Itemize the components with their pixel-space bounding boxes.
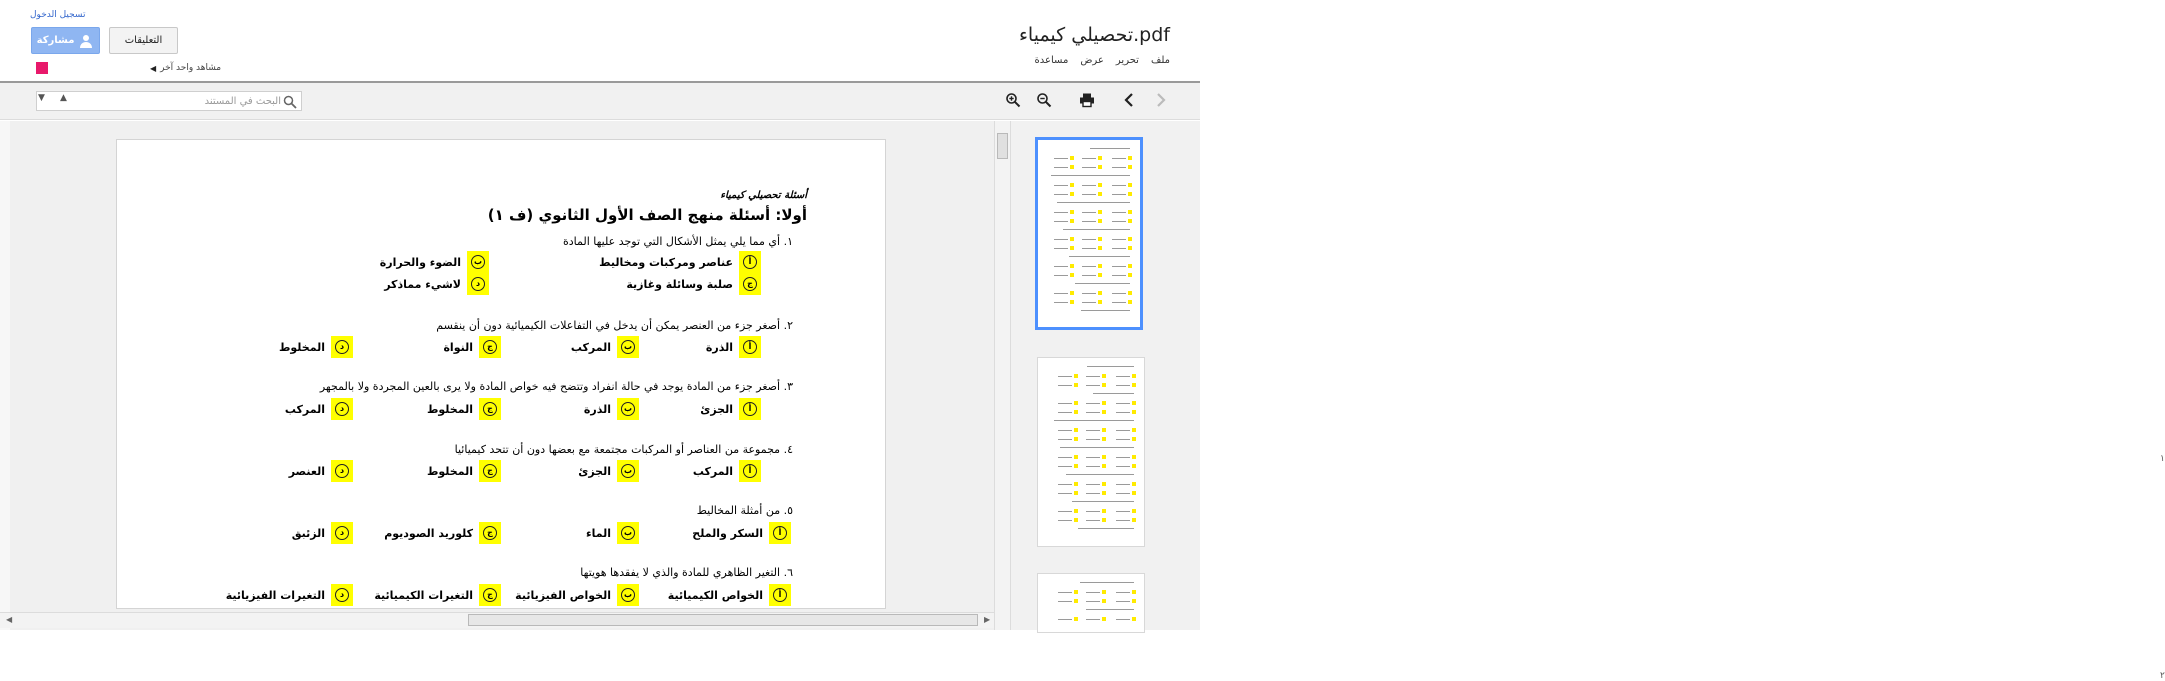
thumbnail-option-mark [1070, 291, 1074, 295]
thumbnail-text-line [1054, 420, 1134, 421]
option-letter-badge: أ [739, 460, 761, 482]
thumbnail-text-line [1116, 403, 1130, 404]
signin-link[interactable]: تسجيل الدخول [30, 10, 86, 20]
thumbnail-option-mark [1074, 482, 1078, 486]
option-letter-badge: د [331, 336, 353, 358]
thumbnail-text-line [1069, 256, 1130, 257]
thumbnail-text-line [1116, 376, 1130, 377]
thumbnail-option-mark [1102, 617, 1106, 621]
thumbnail-text-line [1054, 248, 1068, 249]
thumbnail-text-line [1082, 221, 1096, 222]
page-thumbnail-2-label: ٢ [2160, 671, 2165, 681]
option-letter-badge: ب [467, 251, 489, 273]
menu-bar [1035, 55, 1170, 66]
thumbnail-text-line [1112, 239, 1126, 240]
thumbnail-text-line [1086, 430, 1100, 431]
thumbnail-text-line [1116, 457, 1130, 458]
thumbnail-text-line [1082, 167, 1096, 168]
thumbnail-text-line [1086, 609, 1134, 610]
thumbnail-option-mark [1070, 300, 1074, 304]
thumbnail-text-line [1058, 520, 1072, 521]
thumbnail-option-mark [1098, 291, 1102, 295]
thumbnail-option-mark [1128, 246, 1132, 250]
thumbnail-option-mark [1098, 192, 1102, 196]
option-letter-badge: د [331, 398, 353, 420]
thumbnail-text-line [1116, 511, 1130, 512]
caret-left-icon: ◀ [150, 63, 157, 73]
thumbnail-option-mark [1098, 300, 1102, 304]
thumbnail-option-mark [1132, 617, 1136, 621]
thumbnail-option-mark [1132, 383, 1136, 387]
q2-option-d: د المخلوط [279, 336, 353, 358]
thumbnail-option-mark [1102, 374, 1106, 378]
thumbnail-text-line [1054, 239, 1068, 240]
thumbnail-text-line [1054, 275, 1068, 276]
option-letter-badge: ج [739, 273, 761, 295]
q5-option-a: أ السكر والملح [692, 522, 791, 544]
thumbnail-option-mark [1102, 590, 1106, 594]
q2-option-a: أ الذرة [706, 336, 761, 358]
thumbnail-text-line [1058, 457, 1072, 458]
search-input[interactable] [121, 93, 281, 109]
thumbnail-option-mark [1102, 401, 1106, 405]
thumbnail-text-line [1086, 601, 1100, 602]
thumbnail-option-mark [1128, 165, 1132, 169]
thumbnail-text-line [1086, 376, 1100, 377]
thumbnail-text-line [1090, 148, 1130, 149]
thumbnail-option-mark [1098, 273, 1102, 277]
thumbnail-option-mark [1074, 590, 1078, 594]
thumbnail-text-line [1082, 302, 1096, 303]
option-letter-badge: ج [479, 584, 501, 606]
app-header [0, 0, 1200, 82]
thumbnail-text-line [1058, 403, 1072, 404]
q3-option-d: د المركب [285, 398, 353, 420]
thumbnail-option-mark [1070, 156, 1074, 160]
thumbnail-text-line [1054, 194, 1068, 195]
thumbnail-option-mark [1070, 264, 1074, 268]
thumbnail-option-mark [1132, 491, 1136, 495]
thumbnail-text-line [1112, 275, 1126, 276]
thumbnail-text-line [1058, 385, 1072, 386]
page-thumbnail-2[interactable] [1037, 357, 1145, 547]
thumbnail-text-line [1087, 366, 1134, 367]
thumbnail-text-line [1112, 293, 1126, 294]
thumbnail-option-mark [1128, 264, 1132, 268]
thumbnail-text-line [1058, 601, 1072, 602]
thumbnail-option-mark [1074, 617, 1078, 621]
thumbnail-option-mark [1070, 219, 1074, 223]
thumbnail-option-mark [1074, 410, 1078, 414]
zoom-out-icon[interactable] [1034, 90, 1054, 110]
thumbnail-option-mark [1128, 291, 1132, 295]
thumbnail-text-line [1112, 185, 1126, 186]
thumbnail-option-mark [1070, 237, 1074, 241]
thumbnail-text-line [1058, 493, 1072, 494]
thumbnail-text-line [1116, 430, 1130, 431]
q6-option-a: أ الخواص الكيميائية [668, 584, 791, 606]
option-letter-badge: ب [617, 460, 639, 482]
q5-option-b: ب الماء [586, 522, 639, 544]
thumbnail-text-line [1116, 592, 1130, 593]
thumbnail-option-mark [1070, 165, 1074, 169]
thumbnail-text-line [1054, 158, 1068, 159]
thumbnail-text-line [1112, 248, 1126, 249]
q4-option-a: أ المركب [693, 460, 761, 482]
thumbnail-text-line [1054, 302, 1068, 303]
document-title: تحصيلي كيمياء.pdf [1018, 24, 1170, 46]
thumbnail-text-line [1082, 158, 1096, 159]
thumbnail-option-mark [1074, 428, 1078, 432]
thumbnail-text-line [1080, 582, 1134, 583]
thumbnail-option-mark [1102, 455, 1106, 459]
q1-option-c: ج صلبة وسائلة وغازية [626, 273, 761, 295]
thumbnail-text-line [1112, 221, 1126, 222]
thumbnail-option-mark [1132, 410, 1136, 414]
thumbnail-text-line [1112, 266, 1126, 267]
thumbnail-option-mark [1128, 300, 1132, 304]
thumbnail-text-line [1112, 212, 1126, 213]
thumbnail-text-line [1086, 385, 1100, 386]
thumbnail-option-mark [1098, 156, 1102, 160]
q1-option-b: ب الضوء والحرارة [380, 251, 489, 273]
option-letter-badge: ج [479, 398, 501, 420]
thumbnail-option-mark [1132, 428, 1136, 432]
thumbnail-option-mark [1074, 509, 1078, 513]
thumbnail-text-line [1086, 457, 1100, 458]
thumbnail-option-mark [1132, 374, 1136, 378]
thumbnail-text-line [1054, 293, 1068, 294]
thumbnail-text-line [1086, 484, 1100, 485]
vertical-scroll-thumb[interactable] [997, 133, 1008, 159]
thumbnail-option-mark [1070, 192, 1074, 196]
option-letter-badge: ب [617, 336, 639, 358]
thumbnail-text-line [1054, 185, 1068, 186]
q2-option-b: ب المركب [571, 336, 639, 358]
thumbnail-text-line [1058, 439, 1072, 440]
thumbnail-text-line [1058, 430, 1072, 431]
thumbnail-option-mark [1102, 428, 1106, 432]
page-thumbnail-3[interactable] [1037, 573, 1145, 633]
q1-option-a: أ عناصر ومركبات ومخاليط [599, 251, 761, 273]
viewer-color-swatch [36, 62, 48, 74]
menu-help[interactable]: مساعدة [1034, 55, 1069, 66]
option-letter-badge: ج [479, 522, 501, 544]
thumbnail-option-mark [1132, 509, 1136, 513]
page-thumbnail-1[interactable] [1035, 137, 1143, 330]
thumbnail-text-line [1054, 212, 1068, 213]
thumbnail-text-line [1058, 592, 1072, 593]
q3-option-b: ب الذرة [584, 398, 639, 420]
thumbnail-text-line [1057, 202, 1130, 203]
q3-option-a: أ الجزئ [700, 398, 761, 420]
thumbnail-option-mark [1074, 401, 1078, 405]
thumbnail-text-line [1082, 266, 1096, 267]
thumbnail-option-mark [1102, 464, 1106, 468]
thumbnail-option-mark [1098, 246, 1102, 250]
thumbnail-text-line [1054, 266, 1068, 267]
thumbnail-text-line [1086, 403, 1100, 404]
thumbnail-text-line [1086, 511, 1100, 512]
question-6: ٦. التغير الظاهري للمادة والذي لا يفقدها هويتها [580, 566, 793, 579]
thumbnail-option-mark [1098, 210, 1102, 214]
thumbnail-option-mark [1102, 482, 1106, 486]
thumbnail-text-line [1116, 493, 1130, 494]
search-next-icon[interactable]: ▼ [38, 93, 45, 103]
thumbnail-text-line [1058, 376, 1072, 377]
thumbnail-panel [1010, 121, 2165, 681]
share-button[interactable] [31, 27, 100, 54]
menu-file[interactable]: ملف [1150, 55, 1170, 66]
search-box [36, 91, 302, 111]
thumbnail-text-line [1112, 167, 1126, 168]
thumbnail-text-line [1116, 484, 1130, 485]
print-icon[interactable] [1077, 90, 1097, 110]
thumbnail-option-mark [1102, 599, 1106, 603]
question-1: ١. أي مما يلي يمثل الأشكال التي توجد عليها المادة [562, 235, 793, 248]
thumbnail-text-line [1051, 175, 1130, 176]
thumbnail-text-line [1082, 212, 1096, 213]
thumbnail-option-mark [1098, 264, 1102, 268]
search-icon[interactable] [283, 95, 297, 109]
option-letter-badge: ب [617, 584, 639, 606]
option-letter-badge: د [467, 273, 489, 295]
thumbnail-text-line [1058, 484, 1072, 485]
thumbnail-option-mark [1132, 464, 1136, 468]
thumbnail-option-mark [1102, 518, 1106, 522]
vertical-scrollbar[interactable] [994, 121, 1010, 630]
menu-view[interactable]: عرض [1080, 55, 1104, 66]
q1-option-d: د لاشيء مماذكر [384, 273, 489, 295]
thumbnail-option-mark [1074, 455, 1078, 459]
thumbnail-option-mark [1074, 518, 1078, 522]
thumbnail-text-line [1058, 619, 1072, 620]
option-letter-badge: أ [739, 251, 761, 273]
thumbnail-option-mark [1128, 183, 1132, 187]
share-button-label: مشاركة [36, 35, 75, 46]
option-letter-badge: أ [769, 584, 791, 606]
thumbnail-option-mark [1132, 437, 1136, 441]
thumbnail-option-mark [1128, 192, 1132, 196]
thumbnail-option-mark [1098, 183, 1102, 187]
option-letter-badge: أ [769, 522, 791, 544]
thumbnail-option-mark [1074, 383, 1078, 387]
option-letter-badge: ب [617, 522, 639, 544]
thumbnail-text-line [1116, 439, 1130, 440]
option-letter-badge: د [331, 584, 353, 606]
next-page-icon[interactable] [1151, 90, 1171, 110]
thumbnail-text-line [1086, 520, 1100, 521]
thumbnail-option-mark [1132, 455, 1136, 459]
thumbnail-text-line [1086, 619, 1100, 620]
question-2: ٢. أصغر جزء من العنصر يمكن أن يدخل في التفاعلات الكيميائية دون أن ينقسم [436, 319, 793, 332]
thumbnail-text-line [1116, 601, 1130, 602]
option-letter-badge: ج [479, 460, 501, 482]
option-letter-badge: د [331, 522, 353, 544]
doc-subtitle: أسئلة تحصيلي كيمياء [720, 190, 807, 201]
thumbnail-option-mark [1070, 246, 1074, 250]
thumbnail-option-mark [1102, 383, 1106, 387]
thumbnail-text-line [1075, 283, 1130, 284]
thumbnail-text-line [1093, 393, 1134, 394]
option-letter-badge: أ [739, 398, 761, 420]
thumbnail-option-mark [1128, 273, 1132, 277]
thumbnail-text-line [1116, 412, 1130, 413]
thumbnail-option-mark [1128, 237, 1132, 241]
thumbnail-option-mark [1102, 410, 1106, 414]
thumbnail-text-line [1086, 439, 1100, 440]
question-5: ٥. من أمثلة المخاليط [696, 504, 793, 517]
thumbnail-text-line [1058, 412, 1072, 413]
question-3: ٣. أصغر جزء من المادة يوجد في حالة انفراد وتتضح فيه خواص المادة ولا يرى بالعين المجردة ولا بالمجهر [319, 380, 793, 393]
option-letter-badge: د [331, 460, 353, 482]
thumbnail-text-line [1054, 167, 1068, 168]
thumbnail-option-mark [1102, 437, 1106, 441]
q5-option-c: ج كلوريد الصوديوم [384, 522, 501, 544]
thumbnail-text-line [1082, 185, 1096, 186]
thumbnail-text-line [1086, 412, 1100, 413]
thumbnail-text-line [1063, 229, 1130, 230]
option-letter-badge: ب [617, 398, 639, 420]
option-letter-badge: أ [739, 336, 761, 358]
thumbnail-text-line [1116, 385, 1130, 386]
thumbnail-text-line [1082, 293, 1096, 294]
option-letter-badge: ج [479, 336, 501, 358]
q2-option-c: ج النواة [443, 336, 501, 358]
thumbnail-option-mark [1098, 165, 1102, 169]
thumbnail-text-line [1054, 221, 1068, 222]
thumbnail-option-mark [1074, 491, 1078, 495]
q6-option-b: ب الخواص الفيزيائية [515, 584, 639, 606]
thumbnail-text-line [1112, 302, 1126, 303]
q6-option-d: د التغيرات الفيزيائية [226, 584, 353, 606]
q3-option-c: ج المخلوط [427, 398, 501, 420]
thumbnail-text-line [1078, 528, 1134, 529]
thumbnail-text-line [1112, 194, 1126, 195]
thumbnail-option-mark [1132, 599, 1136, 603]
q6-option-c: ج التغيرات الكيميائية [374, 584, 501, 606]
scroll-right-icon[interactable]: ▶ [984, 615, 991, 624]
thumbnail-option-mark [1132, 590, 1136, 594]
thumbnail-text-line [1116, 466, 1130, 467]
thumbnail-option-mark [1132, 518, 1136, 522]
thumbnail-text-line [1112, 158, 1126, 159]
pdf-page [116, 139, 886, 609]
thumbnail-option-mark [1098, 237, 1102, 241]
thumbnail-option-mark [1132, 401, 1136, 405]
thumbnail-text-line [1086, 592, 1100, 593]
thumbnail-option-mark [1102, 509, 1106, 513]
thumbnail-text-line [1058, 511, 1072, 512]
q4-option-b: ب الجزئ [578, 460, 639, 482]
doc-heading: أولا: أسئلة منهج الصف الأول الثانوي (ف ١) [487, 206, 807, 224]
scroll-left-icon[interactable]: ◀ [6, 615, 13, 624]
comments-button[interactable]: التعليقات [109, 27, 178, 54]
thumbnail-text-line [1116, 619, 1130, 620]
thumbnail-text-line [1081, 310, 1130, 311]
thumbnail-option-mark [1074, 599, 1078, 603]
viewers-label: مشاهد واحد آخر [160, 63, 222, 73]
thumbnail-option-mark [1070, 183, 1074, 187]
thumbnail-text-line [1086, 466, 1100, 467]
thumbnail-text-line [1060, 447, 1134, 448]
thumbnail-option-mark [1132, 482, 1136, 486]
thumbnail-option-mark [1102, 491, 1106, 495]
thumbnail-text-line [1082, 248, 1096, 249]
search-previous-icon[interactable]: ▲ [60, 93, 67, 103]
question-4: ٤. مجموعة من العناصر أو المركبات مجتمعة مع بعضها دون أن تتحد كيميائيا [454, 443, 793, 456]
thumbnail-option-mark [1074, 437, 1078, 441]
thumbnail-option-mark [1070, 273, 1074, 277]
thumbnail-text-line [1058, 466, 1072, 467]
horizontal-scroll-thumb[interactable] [468, 614, 978, 626]
q4-option-c: ج المخلوط [427, 460, 501, 482]
zoom-in-icon[interactable] [1003, 90, 1023, 110]
previous-page-icon[interactable] [1119, 90, 1139, 110]
thumbnail-option-mark [1074, 374, 1078, 378]
page-thumbnail-1-label: ١ [2160, 454, 2165, 464]
share-people-icon [78, 33, 94, 49]
thumbnail-text-line [1082, 239, 1096, 240]
thumbnail-text-line [1066, 474, 1134, 475]
thumbnail-text-line [1086, 493, 1100, 494]
thumbnail-option-mark [1074, 464, 1078, 468]
thumbnail-text-line [1116, 520, 1130, 521]
left-rail [0, 121, 13, 630]
menu-edit[interactable]: تحرير [1115, 55, 1139, 66]
thumbnail-text-line [1082, 194, 1096, 195]
thumbnail-option-mark [1128, 156, 1132, 160]
thumbnail-option-mark [1128, 219, 1132, 223]
thumbnail-option-mark [1070, 210, 1074, 214]
thumbnail-option-mark [1128, 210, 1132, 214]
thumbnail-text-line [1072, 501, 1134, 502]
thumbnail-option-mark [1098, 219, 1102, 223]
thumbnail-text-line [1082, 275, 1096, 276]
q5-option-d: د الزئبق [292, 522, 353, 544]
q4-option-d: د العنصر [289, 460, 353, 482]
other-viewers[interactable] [150, 63, 221, 73]
